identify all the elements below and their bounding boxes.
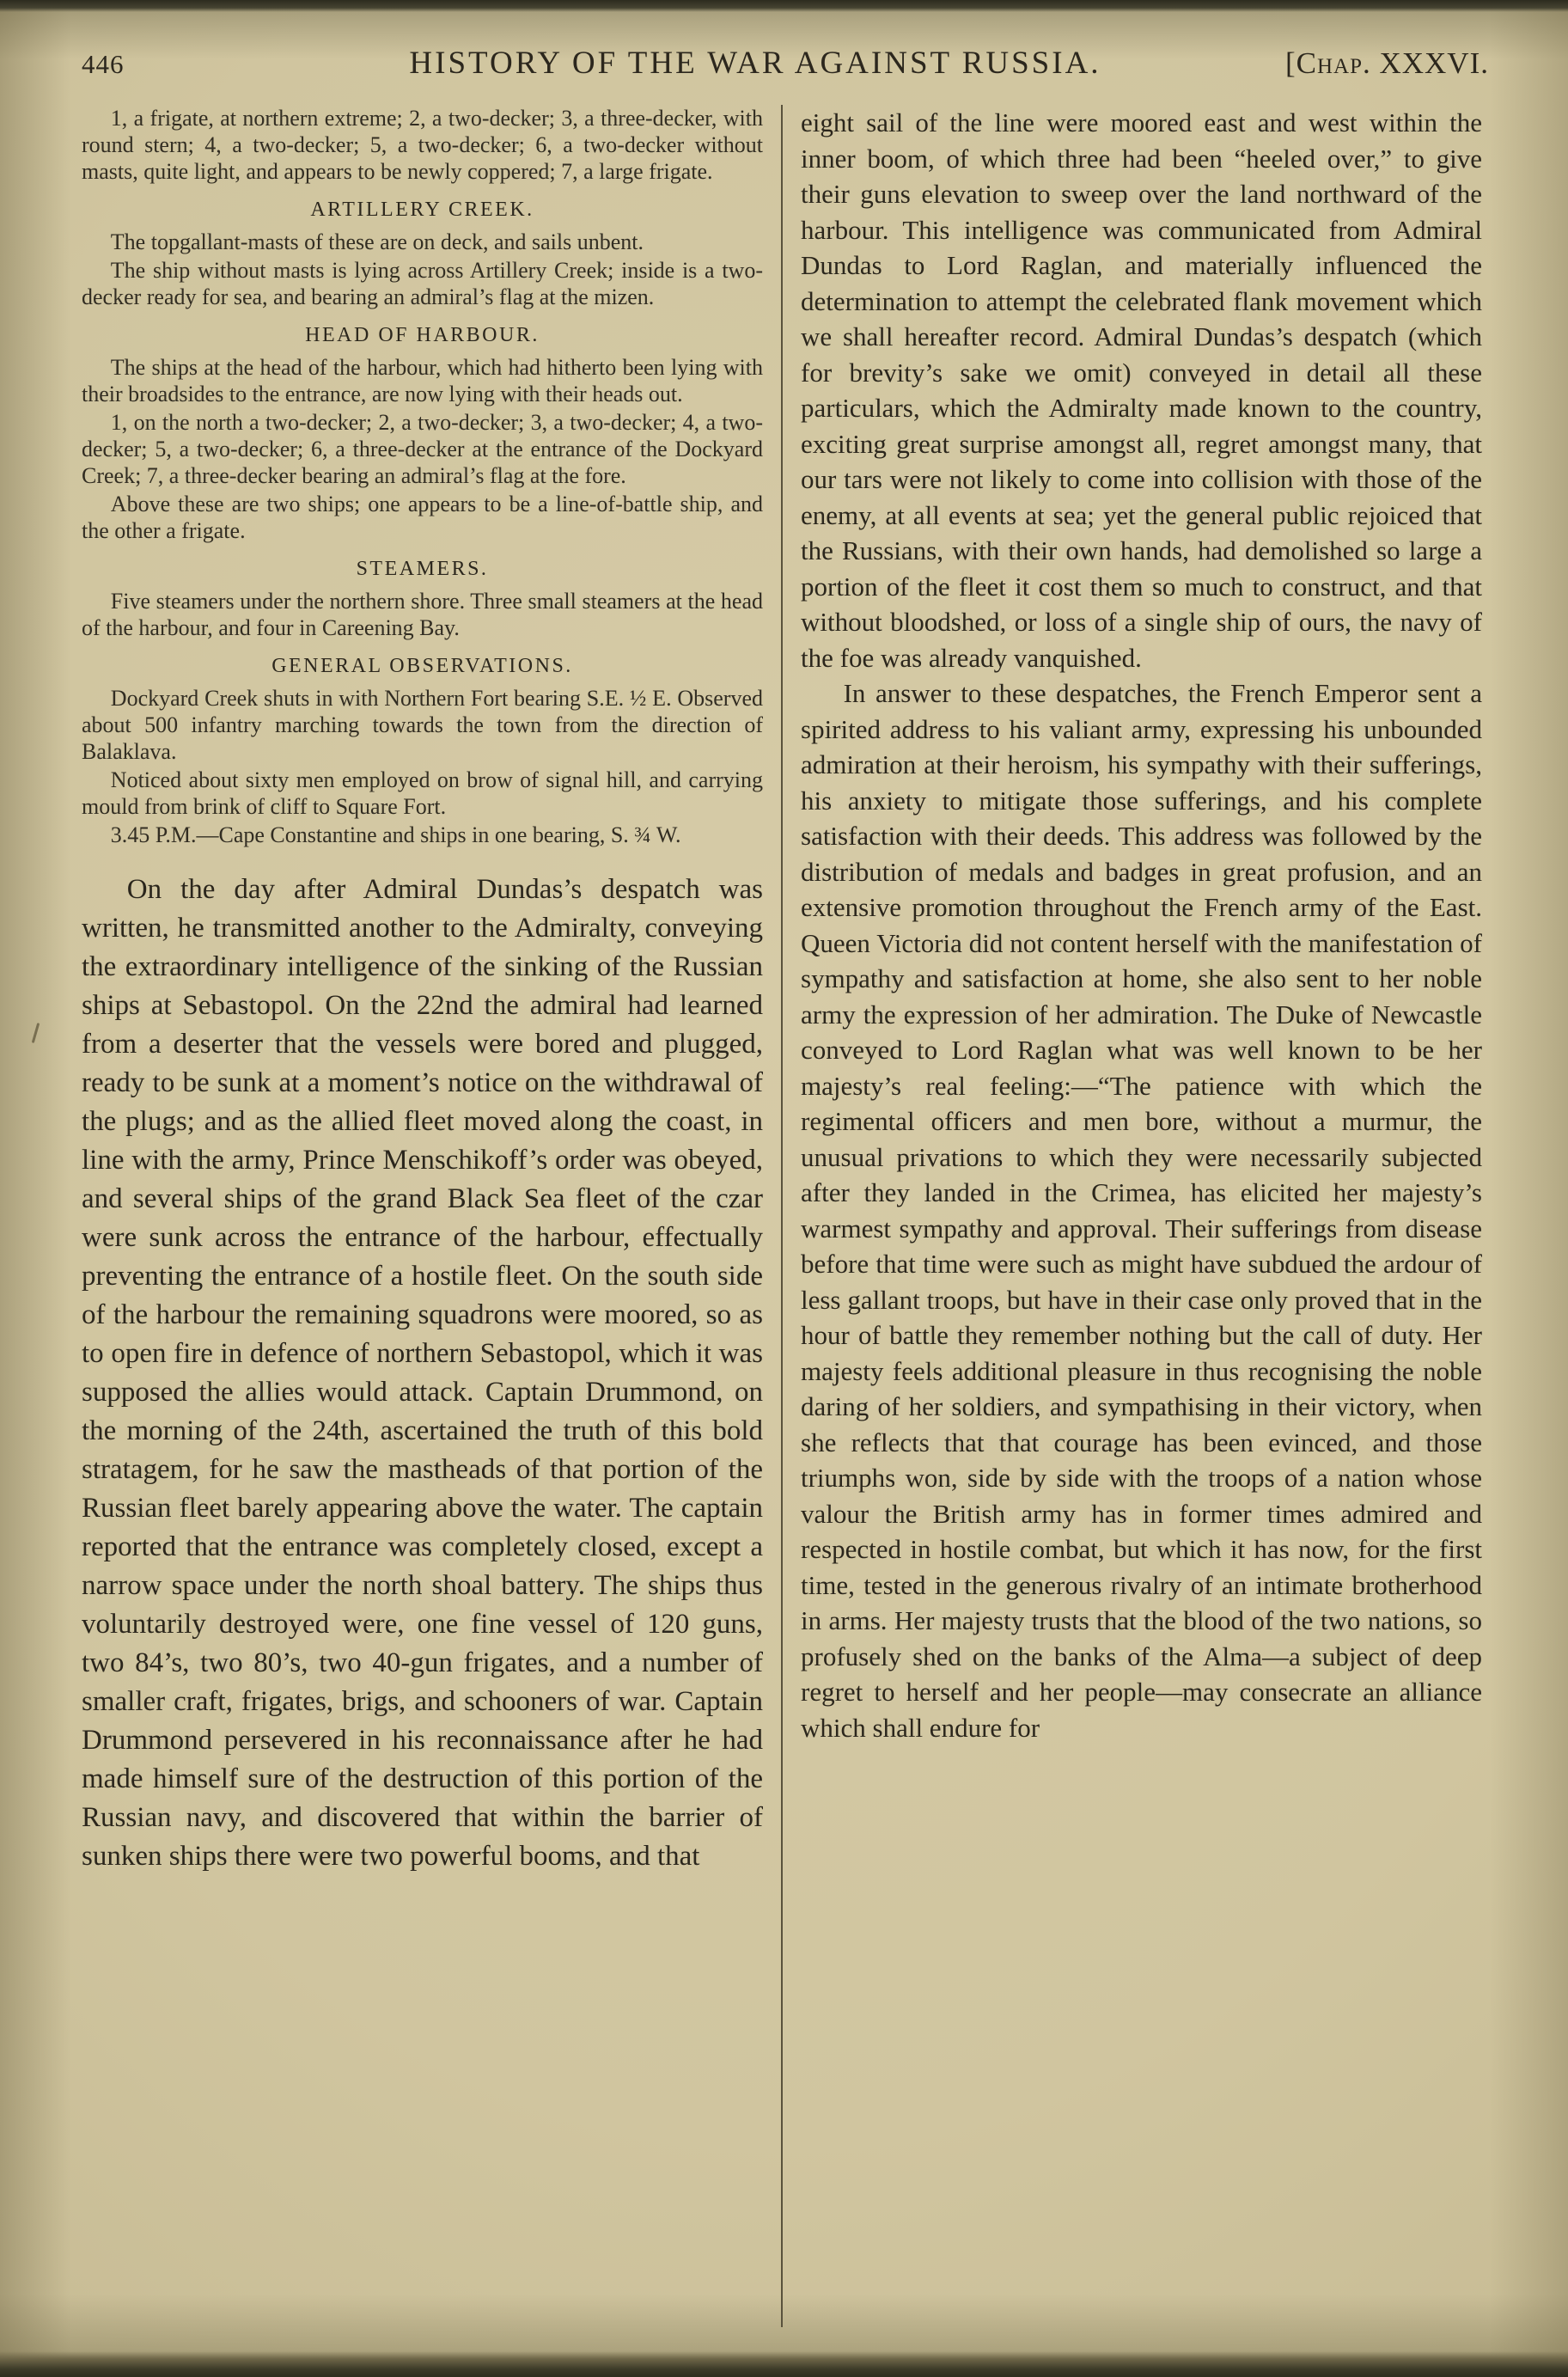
- despatch-paragraph: The topgallant-masts of these are on deck, and sails unbent.: [110, 229, 644, 254]
- chapter-reference: [Chap. XXXVI.: [1284, 46, 1489, 80]
- body-paragraph: On the day after Admiral Dundas’s despatch was written, he transmitted another to the Admiralty, conveying the extraordinary intelligence of the sinking of the Russian ships at Sebastopol. On the 22nd the admiral had learned from a deserter that the vessels were bored and plugged, ready to be sunk at a moment’s notice on the withdrawal of the plugs; and as the allied fleet moved along the coast, in line with the army, Prince Menschikoff’s order was obeyed, and several ships of the grand Black Sea fleet of the czar were sunk across the entrance of the harbour, effectually preventing the entrance of a hostile fleet. On the south side of the harbour the remaining squadrons were moored, so as to open fire in defence of northern Sebastopol, which it was supposed the allies would attack. Captain Drummond, on the morning of the 24th, ascertained the truth of this bold stratagem, for he saw the mastheads of that portion of the Russian fleet barely appearing above the water. The captain reported that the entrance was completely closed, except a narrow space under the north shoal battery. The ships thus voluntarily destroyed were, one fine vessel of 120 guns, two 84’s, two 80’s, two 40-gun frigates, and a number of smaller craft, frigates, brigs, and schooners of war. Captain Drummond persevered in his reconnaissance after he had made himself sure of the destruction of this portion of the Russian navy, and discovered that within the barrier of sunken ships there were two powerful booms, and that: [82, 874, 763, 1872]
- despatch-paragraph: Five steamers under the northern shore. Three small steamers at the head of the harbour, and four in Careening Bay.: [82, 589, 763, 640]
- column-divider: [781, 105, 783, 2327]
- right-column: [801, 105, 1482, 2327]
- despatch-paragraph: Above these are two ships; one appears to be a line-of-battle ship, and the other a frigate.: [82, 492, 763, 543]
- page-number: 446: [82, 49, 125, 79]
- margin-mark: [32, 1023, 40, 1043]
- running-title: HISTORY OF THE WAR AGAINST RUSSIA.: [409, 46, 1101, 81]
- body-paragraph: eight sail of the line were moored east and west within the inner boom, of which three had been “heeled over,” to give their guns elevation to sweep over the land northward of the harbour. This intelligence was communicated from Admiral Dundas to Lord Raglan, and materially influenced the determination to attempt the celebrated flank movement which we shall hereafter record. Admiral Dundas’s despatch (which for brevity’s sake we omit) conveyed in detail all these particulars, which the Admiralty made known to the country, exciting great surprise amongst all, regret amongst many, that our tars were not likely to come into collision with those of the enemy, at all events at sea; yet the general public rejoiced that the Russians, with their own hands, had demolished so large a portion of the fleet it cost them so much to construct, and that without bloodshed, or loss of a single ship of ours, the navy of the foe was already vanquished.: [801, 107, 1482, 673]
- body-paragraph: In answer to these despatches, the French Emperor sent a spirited address to his valiant army, expressing his unbounded admiration at their heroism, his sympathy with their sufferings, his anxiety to mitigate those sufferings, and his complete satisfaction with their deeds. This address was followed by the distribution of medals and badges in great profusion, and an extensive promotion throughout the French army of the East. Queen Victoria did not content herself with the manifestation of sympathy and satisfaction at home, she also sent to her noble army the expression of her admiration. The Duke of Newcastle conveyed to Lord Raglan what was well known to be her majesty’s real feeling:—“The patience with which the regimental officers and men bore, without a murmur, the unusual privations to which they were necessarily subjected after they landed in the Crimea, has elicited her majesty’s warmest sympathy and approval. Their sufferings from disease before that time were such as might have subdued the ardour of less gallant troops, but have in their case only proved that in the hour of battle they remember nothing but the call of duty. Her majesty feels additional pleasure in thus recognising the noble daring of her soldiers, and sympathising in their victory, when she reflects that that courage has been evinced, and those triumphs won, side by side with the troops of a nation whose valour the British army has in former times admired and respected in hostile combat, but which it has now, for the first time, tested in the generous rivalry of an intimate brotherhood in arms. Her majesty trusts that the blood of the two nations, so profusely shed on the banks of the Alma—a subject of deep regret to herself and her people—may consecrate an alliance which shall endure for: [801, 678, 1482, 1743]
- section-heading-head-of-harbour: HEAD OF HARBOUR.: [305, 324, 540, 346]
- section-heading-steamers: STEAMERS.: [356, 558, 489, 580]
- despatch-paragraph: 3.45 P.M.—Cape Constantine and ships in one bearing, S. ¾ W.: [110, 822, 681, 847]
- scan-edge-top: [0, 0, 1568, 12]
- despatch-paragraph: The ship without masts is lying across Artillery Creek; inside is a two-decker ready for sea, and bearing an admiral’s flag at the mizen.: [82, 258, 763, 309]
- scan-edge-bottom: [0, 2351, 1568, 2377]
- page-body: [82, 105, 1482, 2327]
- despatch-continuation-note: 1, a frigate, at northern extreme; 2, a two-decker; 3, a three-decker, with round stern; 4, a two-decker; 5, a two-decker; 6, a two-decker without masts, quite light, and appears to be newly coppered; 7, a large frigate.: [82, 106, 763, 184]
- section-heading-general-observations: GENERAL OBSERVATIONS.: [272, 655, 573, 677]
- despatch-paragraph: The ships at the head of the harbour, which had hitherto been lying with their broadsides to the entrance, are now lying with their heads out.: [82, 355, 763, 406]
- left-column: [82, 105, 763, 2327]
- despatch-paragraph: 1, on the north a two-decker; 2, a two-decker; 3, a two-decker; 4, a two-decker; 5, a two-decker; 6, a three-decker at the entrance of the Dockyard Creek; 7, a three-decker bearing an admiral’s flag at the fore.: [82, 410, 763, 488]
- page-header: [82, 45, 1489, 82]
- section-heading-artillery-creek: ARTILLERY CREEK.: [310, 199, 534, 221]
- despatch-paragraph: Noticed about sixty men employed on brow of signal hill, and carrying mould from brink of cliff to Square Fort.: [82, 767, 763, 819]
- despatch-paragraph: Dockyard Creek shuts in with Northern Fort bearing S.E. ½ E. Observed about 500 infantry marching towards the town from the direction of Balaklava.: [82, 686, 763, 764]
